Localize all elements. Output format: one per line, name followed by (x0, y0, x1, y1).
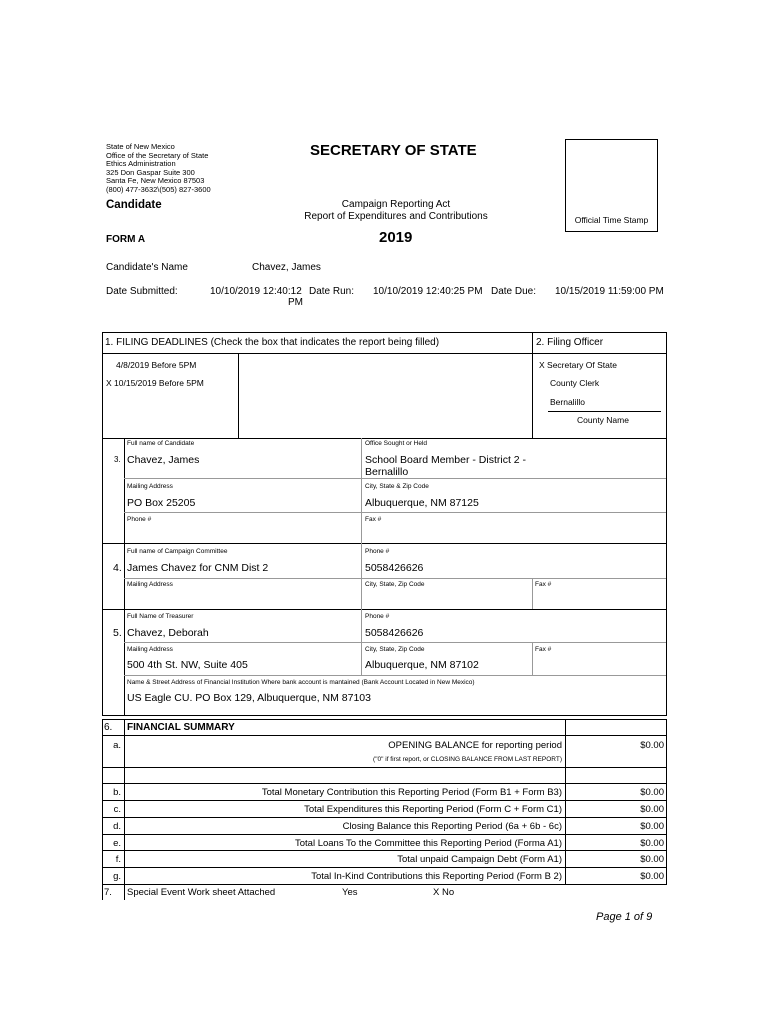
summary-row-letter: f. (115, 854, 121, 865)
report-year: 2019 (379, 229, 413, 246)
special-event-yes[interactable]: Yes (342, 887, 358, 898)
report-subtitle: Report of Expenditures and Contributions (304, 211, 488, 222)
opening-balance-note: ("0" if first report, or CLOSING BALANCE FROM LAST REPORT) (373, 756, 562, 763)
summary-row-label: Total Expenditures this Reporting Period (Form C + Form C1) (304, 804, 562, 815)
office-sought-label: Office Sought or Held (365, 440, 428, 447)
committee-fax-label: Fax # (535, 581, 552, 588)
committee-mailing-label: Mailing Address (127, 581, 173, 588)
filing-officer-header: 2. Filing Officer (536, 337, 604, 348)
candidate-mailing-value: PO Box 25205 (127, 497, 196, 509)
summary-row-amount: $0.00 (640, 740, 664, 751)
summary-row-label: Total Loans To the Committee this Reporting Period (Forma A1) (294, 838, 562, 849)
summary-row-letter: g. (113, 871, 121, 882)
summary-row-amount: $0.00 (640, 871, 664, 882)
summary-row-label: Total unpaid Campaign Debt (Form A1) (397, 854, 562, 865)
date-submitted-value: 10/10/2019 12:40:12 (210, 286, 302, 297)
summary-row-amount: $0.00 (640, 804, 664, 815)
stamp-label: Official Time Stamp (574, 215, 649, 225)
committee-phone-value: 5058426626 (365, 562, 424, 574)
summary-row-amount: $0.00 (640, 787, 664, 798)
date-run-value: 10/10/2019 12:40:25 PM (373, 286, 483, 297)
section-4-number: 4. (113, 562, 122, 574)
office-sought-value: School Board Member - District 2 - (365, 454, 527, 466)
special-event-label: Special Event Work sheet Attached (127, 887, 276, 898)
treasurer-fax-label: Fax # (535, 646, 552, 653)
treasurer-phone-label: Phone # (365, 613, 390, 620)
treasurer-name-value: Chavez, Deborah (127, 627, 209, 639)
candidate-name-label: Candidate's Name (106, 262, 188, 273)
committee-city-label: City, State, Zip Code (365, 581, 425, 588)
address-line: State of New Mexico (106, 142, 175, 151)
office-sought-value-2: Bernalillo (365, 466, 409, 478)
county-name-value: Bernalillo (550, 397, 585, 407)
address-line: Office of the Secretary of State (106, 150, 209, 160)
act-title: Campaign Reporting Act (341, 199, 451, 210)
committee-name-label: Full name of Campaign Committee (127, 548, 228, 555)
date-due-label: Date Due: (491, 286, 537, 297)
treasurer-name-label: Full Name of Treasurer (127, 613, 194, 620)
candidate-phone-label: Phone # (127, 516, 152, 523)
candidate-full-name-value: Chavez, James (127, 454, 200, 466)
summary-row-amount: $0.00 (640, 838, 664, 849)
address-line: (800) 477-3632\(505) 827-3600 (106, 185, 211, 194)
summary-row-label: Total In-Kind Contributions this Reporting Period (Form B 2) (311, 871, 562, 882)
form-label: FORM A (106, 234, 146, 245)
page-title: SECRETARY OF STATE (310, 142, 477, 159)
summary-row-label: Closing Balance this Reporting Period (6a + 6b - 6c) (342, 821, 562, 832)
treasurer-mailing-value: 500 4th St. NW, Suite 405 (127, 659, 248, 671)
date-submitted-value-ampm: PM (288, 297, 303, 308)
section-3-number: 3. (114, 455, 121, 464)
page-number: Page 1 of 9 (596, 911, 653, 923)
candidate-fax-label: Fax # (365, 516, 382, 523)
candidate-city-value: Albuquerque, NM 87125 (365, 497, 479, 509)
date-submitted-label: Date Submitted: (106, 286, 178, 297)
candidate-city-label: City, State & Zip Code (365, 483, 429, 490)
committee-phone-label: Phone # (365, 548, 390, 555)
summary-row-label: Total Monetary Contribution this Reporting Period (Form B1 + Form B3) (261, 787, 562, 798)
official-time-stamp-box (565, 139, 658, 232)
summary-row-letter: b. (113, 787, 121, 798)
deadline-option-1[interactable]: 4/8/2019 Before 5PM (116, 360, 197, 370)
candidate-full-name-label: Full name of Candidate (127, 440, 195, 447)
financial-summary-title: FINANCIAL SUMMARY (127, 722, 235, 733)
section-6-number: 6. (104, 722, 113, 733)
filing-deadlines-header: 1. FILING DEADLINES (Check the box that indicates the report being filled) (105, 337, 440, 348)
date-run-label: Date Run: (309, 286, 355, 297)
summary-row-letter: a. (113, 740, 121, 751)
candidate-mailing-label: Mailing Address (127, 483, 173, 490)
county-name-label: County Name (577, 415, 629, 425)
treasurer-city-label: City, State, Zip Code (365, 646, 425, 653)
summary-row-letter: d. (113, 821, 121, 832)
summary-row-letter: c. (113, 804, 121, 815)
treasurer-mailing-label: Mailing Address (127, 646, 173, 653)
summary-row-label: OPENING BALANCE for reporting period (388, 740, 562, 751)
summary-row-amount: $0.00 (640, 821, 664, 832)
treasurer-phone-value: 5058426626 (365, 627, 424, 639)
candidate-name-value: Chavez, James (252, 262, 321, 273)
deadline-option-2[interactable]: X 10/15/2019 Before 5PM (106, 378, 204, 388)
address-line: Ethics Administration (106, 159, 176, 169)
candidate-heading: Candidate (106, 199, 162, 211)
summary-row-amount: $0.00 (640, 854, 664, 865)
officer-option-sos[interactable]: X Secretary Of State (539, 360, 617, 370)
bank-address-value: US Eagle CU. PO Box 129, Albuquerque, NM 87103 (127, 692, 371, 704)
treasurer-city-value: Albuquerque, NM 87102 (365, 659, 479, 671)
section-7-number: 7. (104, 887, 112, 898)
officer-option-county-clerk[interactable]: County Clerk (550, 378, 600, 388)
address-line: Santa Fe, New Mexico 87503 (106, 176, 205, 186)
address-line: 325 Don Gaspar Suite 300 (106, 167, 195, 177)
special-event-no[interactable]: X No (433, 887, 455, 898)
summary-row-letter: e. (113, 838, 121, 849)
date-due-value: 10/15/2019 11:59:00 PM (555, 286, 664, 297)
committee-name-value: James Chavez for CNM Dist 2 (127, 562, 269, 574)
section-5-number: 5. (113, 627, 122, 639)
bank-address-label: Name & Street Address of Financial Institution Where bank account is mantained (Bank Account Located in New Mexico) (127, 679, 475, 686)
